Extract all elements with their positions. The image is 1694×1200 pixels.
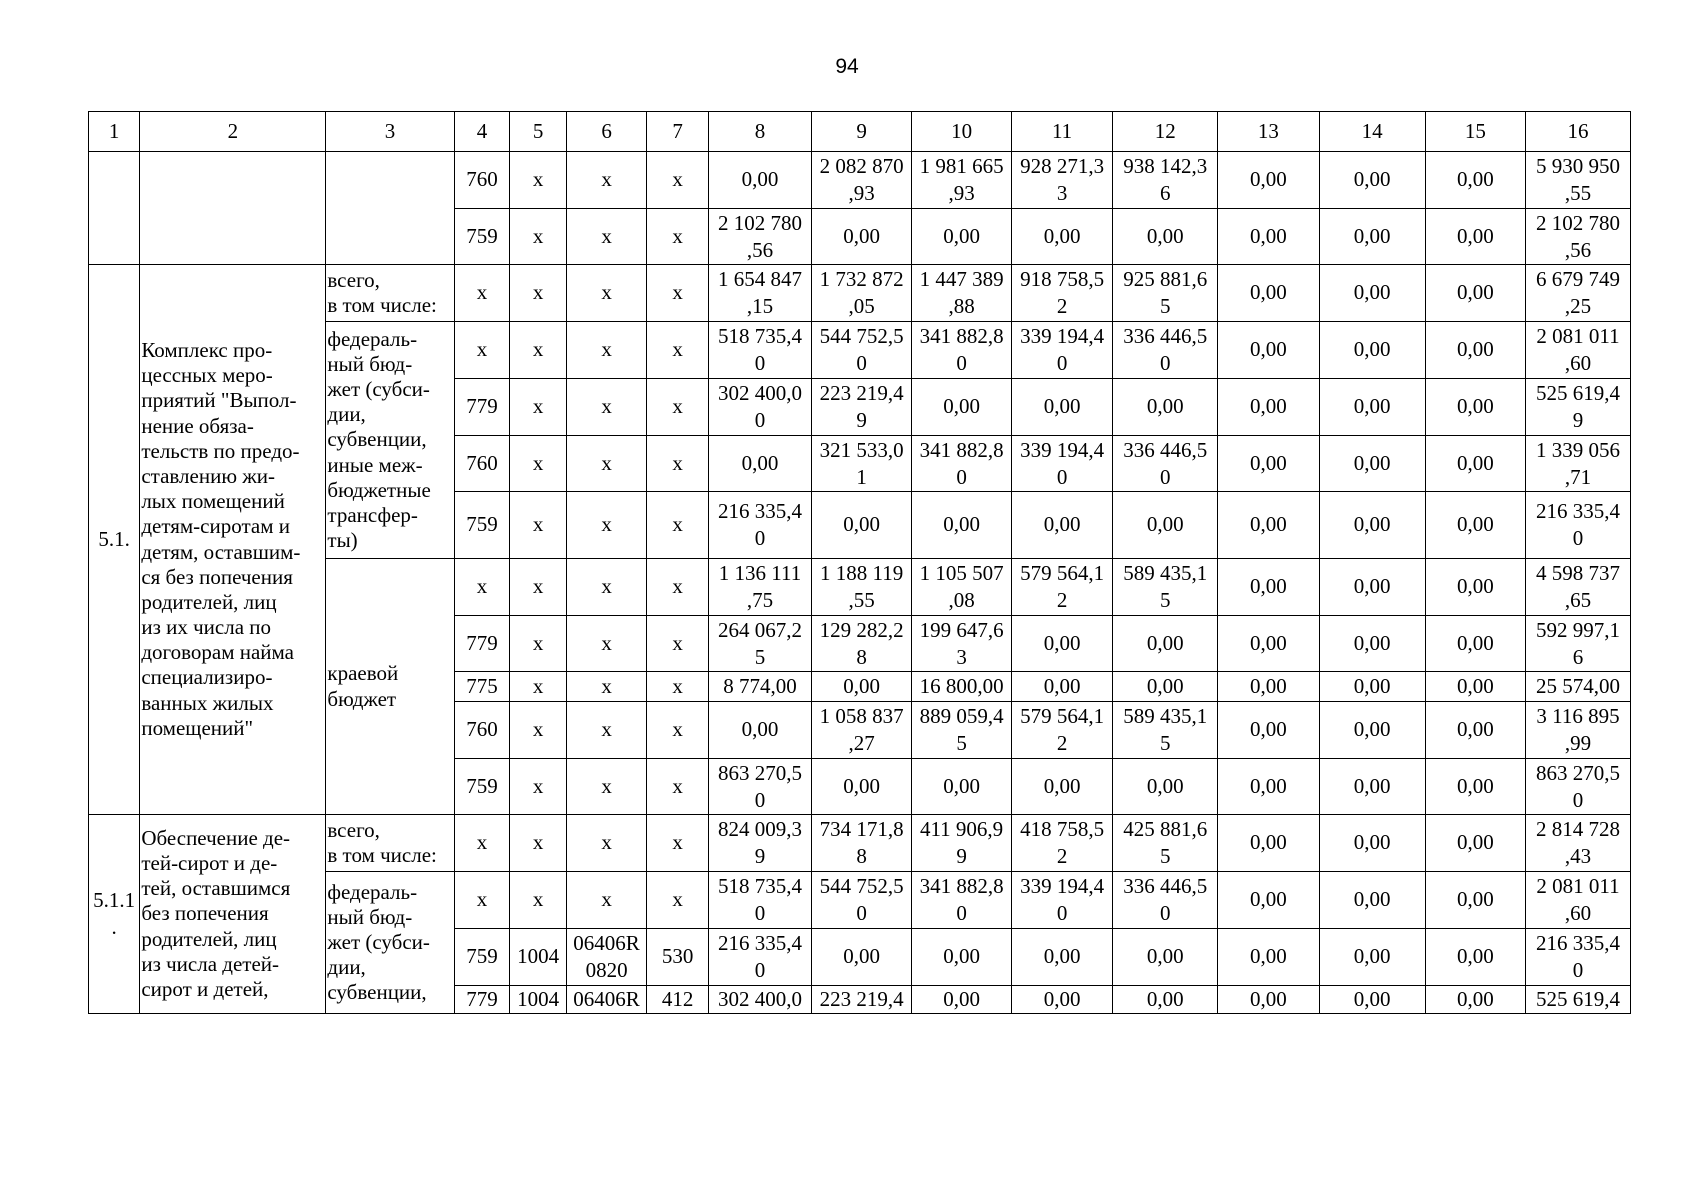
table-cell: x [510, 559, 567, 616]
table-cell: 0,00 [1425, 322, 1526, 379]
table-cell: x [647, 672, 709, 702]
table-cell: x [510, 702, 567, 759]
table-cell: 0,00 [1218, 815, 1320, 872]
table-cell: 2 081 011 ,60 [1526, 872, 1631, 929]
table-cell: 412 [647, 986, 709, 1014]
table-cell: 1004 [510, 929, 567, 986]
table-cell: 0,00 [1425, 379, 1526, 436]
table-cell: 0,00 [912, 759, 1011, 815]
table-cell: 425 881,6 5 [1113, 815, 1218, 872]
table-cell: x [647, 379, 709, 436]
table-cell: 0,00 [1218, 616, 1320, 672]
table-cell: 0,00 [1218, 209, 1320, 265]
table-cell: 0,00 [1218, 265, 1320, 322]
empty-cell [140, 152, 326, 265]
table-cell: x [647, 815, 709, 872]
table-cell: 223 219,4 [811, 986, 912, 1014]
column-header: 3 [326, 112, 454, 152]
table-cell: 734 171,8 8 [811, 815, 912, 872]
table-cell: 779 [454, 616, 510, 672]
funding-source: всего, в том числе: [326, 815, 454, 872]
table-cell: 0,00 [1218, 436, 1320, 492]
table-cell: 06406R 0820 [566, 929, 646, 986]
table-cell: x [510, 872, 567, 929]
table-cell: 0,00 [1425, 929, 1526, 986]
table-cell: 775 [454, 672, 510, 702]
table-cell: 0,00 [1011, 209, 1113, 265]
table-cell: 925 881,6 5 [1113, 265, 1218, 322]
header-row [89, 112, 1631, 152]
table-cell: 1 058 837 ,27 [811, 702, 912, 759]
empty-cell [326, 152, 454, 265]
table-cell: x [647, 436, 709, 492]
table-cell: 759 [454, 929, 510, 986]
table-cell: 863 270,5 0 [1526, 759, 1631, 815]
table-cell: 0,00 [811, 759, 912, 815]
table-cell: 129 282,2 8 [811, 616, 912, 672]
table-cell: 0,00 [1425, 986, 1526, 1014]
table-cell: 0,00 [1319, 672, 1425, 702]
funding-source: федераль- ный бюд- жет (субси- дии, субвенции, иные меж- бюджетные трансфер- ты) [326, 322, 454, 559]
table-cell: 1 447 389 ,88 [912, 265, 1011, 322]
table-cell: 863 270,5 0 [709, 759, 812, 815]
table-cell: 0,00 [1218, 322, 1320, 379]
table-cell: 0,00 [1113, 492, 1218, 559]
table-cell: x [510, 672, 567, 702]
table-cell: 0,00 [1319, 702, 1425, 759]
table-cell: x [566, 759, 646, 815]
table-cell: 589 435,1 5 [1113, 559, 1218, 616]
table-cell: 4 598 737 ,65 [1526, 559, 1631, 616]
table-row [89, 265, 1631, 322]
table-cell: 0,00 [1011, 759, 1113, 815]
column-header: 9 [811, 112, 912, 152]
table-cell: x [647, 209, 709, 265]
table-cell: 0,00 [1425, 702, 1526, 759]
table-cell: 0,00 [709, 436, 812, 492]
table-cell: 1 654 847 ,15 [709, 265, 812, 322]
table-cell: 339 194,4 0 [1011, 872, 1113, 929]
table-cell: 336 446,5 0 [1113, 872, 1218, 929]
table-cell: 1 105 507 ,08 [912, 559, 1011, 616]
table-cell: 1 136 111 ,75 [709, 559, 812, 616]
table-cell: x [566, 559, 646, 616]
table-cell: 216 335,4 0 [1526, 492, 1631, 559]
table-cell: 0,00 [1218, 559, 1320, 616]
table-cell: 0,00 [912, 492, 1011, 559]
table-cell: 0,00 [709, 702, 812, 759]
table-cell: 0,00 [1319, 559, 1425, 616]
table-cell: 0,00 [1319, 759, 1425, 815]
table-cell: 779 [454, 986, 510, 1014]
table-cell: 759 [454, 759, 510, 815]
table-cell: 339 194,4 0 [1011, 322, 1113, 379]
table-cell: 0,00 [1425, 815, 1526, 872]
table-cell: 341 882,8 0 [912, 436, 1011, 492]
table-cell: 0,00 [1319, 986, 1425, 1014]
table-cell: 321 533,0 1 [811, 436, 912, 492]
column-header: 11 [1011, 112, 1113, 152]
table-cell: 579 564,1 2 [1011, 702, 1113, 759]
table-cell: x [566, 436, 646, 492]
table-cell: 0,00 [1425, 209, 1526, 265]
table-cell: 525 619,4 9 [1526, 379, 1631, 436]
table-cell: 0,00 [811, 209, 912, 265]
table-cell: 0,00 [1113, 986, 1218, 1014]
table-cell: x [647, 759, 709, 815]
table-cell: 1 188 119 ,55 [811, 559, 912, 616]
table-cell: 2 082 870 ,93 [811, 152, 912, 209]
table-cell: 592 997,1 6 [1526, 616, 1631, 672]
table-cell: 918 758,5 2 [1011, 265, 1113, 322]
column-header: 13 [1218, 112, 1320, 152]
table-cell: 0,00 [1319, 322, 1425, 379]
table-cell: x [647, 492, 709, 559]
table-cell: 0,00 [1218, 986, 1320, 1014]
section-title: Обеспечение де- тей-сирот и де- тей, оставшимся без попечения родителей, лиц из числа детей- сирот и детей, [140, 815, 326, 1014]
funding-source: всего, в том числе: [326, 265, 454, 322]
table-cell: x [454, 322, 510, 379]
table-cell: 0,00 [1425, 265, 1526, 322]
table-cell: 0,00 [1218, 872, 1320, 929]
table-cell: 544 752,5 0 [811, 322, 912, 379]
table-cell: 0,00 [1218, 492, 1320, 559]
table-cell: x [510, 152, 567, 209]
column-header: 15 [1425, 112, 1526, 152]
table-cell: 760 [454, 702, 510, 759]
table-cell: 530 [647, 929, 709, 986]
table-cell: 2 102 780 ,56 [1526, 209, 1631, 265]
funding-source: федераль- ный бюд- жет (субси- дии, субвенции, [326, 872, 454, 1014]
table-cell: 336 446,5 0 [1113, 322, 1218, 379]
table-cell: 1 981 665 ,93 [912, 152, 1011, 209]
table-cell: 25 574,00 [1526, 672, 1631, 702]
table-cell: x [566, 702, 646, 759]
table-cell: 0,00 [912, 929, 1011, 986]
table-cell: 341 882,8 0 [912, 872, 1011, 929]
table-cell: 1 339 056 ,71 [1526, 436, 1631, 492]
column-header: 16 [1526, 112, 1631, 152]
table-cell: 0,00 [912, 986, 1011, 1014]
column-header: 8 [709, 112, 812, 152]
table-cell: 0,00 [1218, 702, 1320, 759]
table-cell: x [510, 492, 567, 559]
table-cell: 418 758,5 2 [1011, 815, 1113, 872]
table-cell: 0,00 [1425, 872, 1526, 929]
table-row [89, 815, 1631, 872]
table-cell: x [647, 322, 709, 379]
table-cell: x [566, 815, 646, 872]
table-cell: x [566, 616, 646, 672]
table-cell: 0,00 [1113, 616, 1218, 672]
table-cell: x [454, 872, 510, 929]
table-cell: 411 906,9 9 [912, 815, 1011, 872]
table-cell: 0,00 [1011, 379, 1113, 436]
table-cell: 759 [454, 492, 510, 559]
section-title: Комплекс про- цессных меро- приятий "Выпол- нение обяза- тельств по предо- ставлению жи- лых помещений детям-сиротам и детям, оставшим- ся без попечения родителей, лиц из их числа по договорам найма специализиро- ванных жилых помещений" [140, 265, 326, 815]
table-cell: 0,00 [1319, 616, 1425, 672]
table-cell: 0,00 [1319, 265, 1425, 322]
table-cell: 0,00 [1113, 759, 1218, 815]
table-cell: x [647, 265, 709, 322]
table-cell: x [510, 379, 567, 436]
table-cell: 0,00 [1319, 872, 1425, 929]
table-cell: x [647, 616, 709, 672]
table-cell: 518 735,4 0 [709, 322, 812, 379]
table-cell: 0,00 [1218, 379, 1320, 436]
table-cell: 0,00 [1113, 672, 1218, 702]
column-header: 2 [140, 112, 326, 152]
table-cell: 760 [454, 436, 510, 492]
table-cell: 216 335,4 0 [709, 929, 812, 986]
table-cell: x [566, 322, 646, 379]
table-cell: 0,00 [1425, 616, 1526, 672]
table-cell: x [454, 815, 510, 872]
table-cell: 216 335,4 0 [709, 492, 812, 559]
column-header: 5 [510, 112, 567, 152]
table-row [89, 152, 1631, 209]
table-cell: 0,00 [1425, 759, 1526, 815]
table-cell: x [647, 152, 709, 209]
table-cell: x [566, 265, 646, 322]
budget-table [88, 111, 1631, 1014]
table-cell: 0,00 [1011, 672, 1113, 702]
table-cell: 0,00 [1319, 492, 1425, 559]
table-cell: 518 735,4 0 [709, 872, 812, 929]
table-cell: x [566, 152, 646, 209]
table-cell: x [510, 815, 567, 872]
table-cell: 0,00 [1319, 436, 1425, 492]
table-cell: x [566, 379, 646, 436]
table-cell: 2 081 011 ,60 [1526, 322, 1631, 379]
table-cell: 199 647,6 3 [912, 616, 1011, 672]
column-header: 14 [1319, 112, 1425, 152]
table-cell: 824 009,3 9 [709, 815, 812, 872]
table-cell: 0,00 [1011, 929, 1113, 986]
table-cell: 525 619,4 [1526, 986, 1631, 1014]
column-header: 7 [647, 112, 709, 152]
column-header: 12 [1113, 112, 1218, 152]
table-cell: 0,00 [1425, 492, 1526, 559]
empty-cell [89, 152, 140, 265]
table-cell: 223 219,4 9 [811, 379, 912, 436]
table-cell: 6 679 749 ,25 [1526, 265, 1631, 322]
table-cell: x [566, 872, 646, 929]
column-header: 4 [454, 112, 510, 152]
table-cell: x [647, 702, 709, 759]
table-cell: x [454, 559, 510, 616]
table-cell: 0,00 [1218, 759, 1320, 815]
table-cell: 1004 [510, 986, 567, 1014]
table-cell: 0,00 [1218, 929, 1320, 986]
table-cell: x [510, 436, 567, 492]
table-cell: 16 800,00 [912, 672, 1011, 702]
table-cell: 938 142,3 6 [1113, 152, 1218, 209]
table-cell: 0,00 [1113, 379, 1218, 436]
table-cell: x [510, 759, 567, 815]
funding-source: краевой бюджет [326, 559, 454, 815]
column-header: 1 [89, 112, 140, 152]
table-cell: 302 400,0 [709, 986, 812, 1014]
table-cell: 0,00 [1011, 986, 1113, 1014]
table-cell: x [647, 559, 709, 616]
table-cell: 589 435,1 5 [1113, 702, 1218, 759]
section-number: 5.1. [89, 265, 140, 815]
section-number: 5.1.1 . [89, 815, 140, 1014]
table-cell: 0,00 [1319, 209, 1425, 265]
table-cell: 0,00 [811, 492, 912, 559]
table-cell: x [566, 492, 646, 559]
column-header: 10 [912, 112, 1011, 152]
table-cell: x [510, 265, 567, 322]
table-cell: x [510, 616, 567, 672]
table-cell: 8 774,00 [709, 672, 812, 702]
table-cell: 0,00 [1011, 492, 1113, 559]
table-cell: 0,00 [1425, 672, 1526, 702]
table-cell: 3 116 895 ,99 [1526, 702, 1631, 759]
table-cell: 5 930 950 ,55 [1526, 152, 1631, 209]
table-cell: x [510, 322, 567, 379]
table-cell: 0,00 [912, 209, 1011, 265]
table-cell: 0,00 [1425, 152, 1526, 209]
table-cell: 2 814 728 ,43 [1526, 815, 1631, 872]
table-cell: 0,00 [1425, 559, 1526, 616]
table-cell: x [454, 265, 510, 322]
table-cell: x [566, 672, 646, 702]
table-cell: 0,00 [811, 672, 912, 702]
table-cell: 0,00 [1425, 436, 1526, 492]
table-cell: 0,00 [912, 379, 1011, 436]
table-cell: 0,00 [1113, 929, 1218, 986]
table-cell: 2 102 780 ,56 [709, 209, 812, 265]
table-cell: 0,00 [1319, 815, 1425, 872]
table-cell: 0,00 [709, 152, 812, 209]
table-cell: 1 732 872 ,05 [811, 265, 912, 322]
table-cell: 928 271,3 3 [1011, 152, 1113, 209]
table-cell: 216 335,4 0 [1526, 929, 1631, 986]
table-cell: 0,00 [1218, 152, 1320, 209]
table-cell: 264 067,2 5 [709, 616, 812, 672]
table-cell: 779 [454, 379, 510, 436]
column-header: 6 [566, 112, 646, 152]
table-cell: 0,00 [1011, 616, 1113, 672]
table-cell: 0,00 [1319, 379, 1425, 436]
table-cell: 339 194,4 0 [1011, 436, 1113, 492]
table-cell: x [647, 872, 709, 929]
table-cell: 889 059,4 5 [912, 702, 1011, 759]
page-number: 94 [835, 55, 859, 78]
table-cell: 341 882,8 0 [912, 322, 1011, 379]
table-cell: 579 564,1 2 [1011, 559, 1113, 616]
table-cell: 544 752,5 0 [811, 872, 912, 929]
table-cell: 0,00 [811, 929, 912, 986]
table-cell: 336 446,5 0 [1113, 436, 1218, 492]
table-cell: x [566, 209, 646, 265]
table-cell: 760 [454, 152, 510, 209]
table-cell: 06406R [566, 986, 646, 1014]
table-cell: 0,00 [1319, 152, 1425, 209]
table-cell: 0,00 [1113, 209, 1218, 265]
table-cell: x [510, 209, 567, 265]
table-cell: 0,00 [1218, 672, 1320, 702]
table-cell: 302 400,0 0 [709, 379, 812, 436]
table-cell: 759 [454, 209, 510, 265]
table-cell: 0,00 [1319, 929, 1425, 986]
